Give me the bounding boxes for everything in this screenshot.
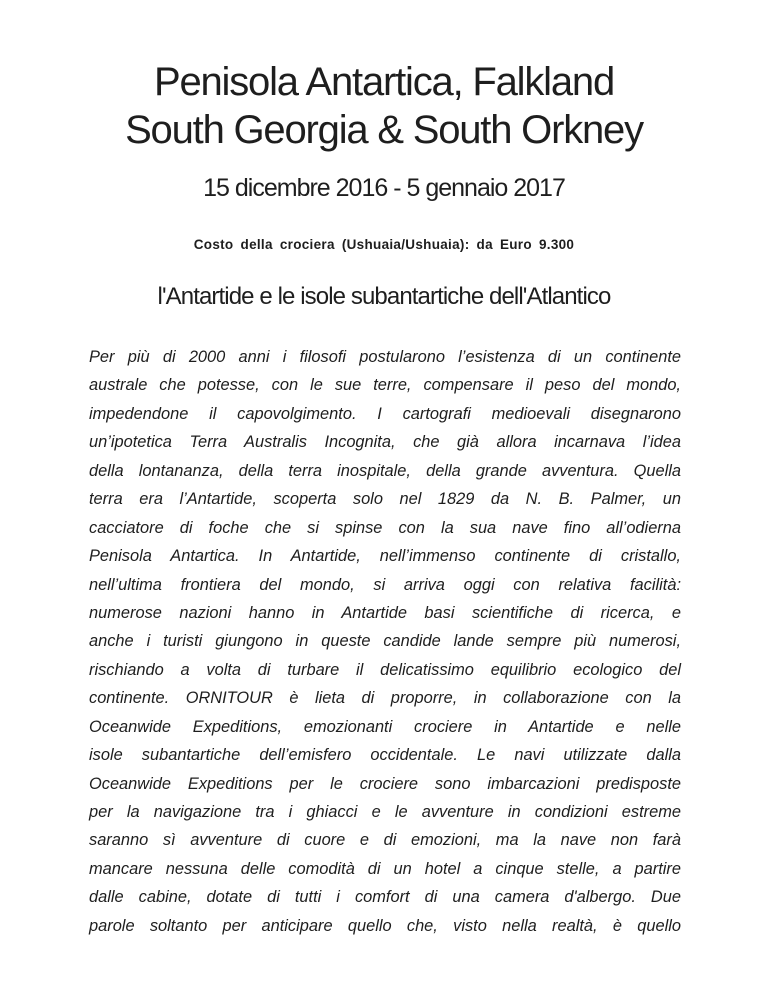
body-paragraph: [89, 343, 681, 940]
cruise-cost: Costo della crociera (Ushuaia/Ushuaia): da Euro 9.300: [193, 237, 575, 252]
page-title: [0, 58, 768, 154]
body-line: impedendone il capovolgimento. I cartografi medioevali disegnarono: [89, 404, 681, 423]
trip-dates: 15 dicembre 2016 - 5 gennaio 2017: [203, 174, 565, 202]
body-line: continente. ORNITOUR è lieta di proporre, in collaborazione con la: [89, 689, 681, 708]
body-line: parole soltanto per anticipare quello che, visto nella realtà, è quello: [89, 916, 681, 935]
title-line-2: South Georgia & South Orkney: [125, 108, 643, 152]
body-line: rischiando a volta di turbare il delicatissimo equilibrio ecologico del: [89, 660, 681, 679]
body-line: Oceanwide Expeditions per le crociere sono imbarcazioni predisposte: [89, 774, 681, 793]
body-line: numerose nazioni hanno in Antartide basi scientifiche di ricerca, e: [89, 603, 681, 622]
body-line: Penisola Antartica. In Antartide, nell’immenso continente di cristallo,: [89, 547, 681, 566]
body-line: della lontananza, della terra inospitale, della grande avventura. Quella: [89, 461, 681, 480]
body-line: isole subantartiche dell’emisfero occidentale. Le navi utilizzate dalla: [89, 746, 681, 765]
body-line: anche i turisti giungono in queste candide lande sempre più numerosi,: [89, 632, 681, 651]
body-line: terra era l’Antartide, scoperta solo nel 1829 da N. B. Palmer, un: [89, 490, 681, 509]
body-line: per la navigazione tra i ghiacci e le avventure in condizioni estreme: [89, 803, 681, 821]
title-line-1: Penisola Antartica, Falkland: [153, 60, 614, 104]
body-line: cacciatore di foche che si spinse con la sua nave fino all’odierna: [89, 518, 681, 537]
body-line: saranno sì avventure di cuore e di emozioni, ma la nave non farà: [89, 831, 681, 850]
body-line: mancare nessuna delle comodità di un hotel a cinque stelle, a partire: [89, 859, 681, 878]
body-line: Per più di 2000 anni i filosofi postularono l’esistenza di un continente: [89, 348, 681, 366]
body-line: nell’ultima frontiera del mondo, si arriva oggi con relativa facilità:: [89, 575, 681, 594]
body-line: dalle cabine, dotate di tutti i comfort di una camera d'albergo. Due: [89, 888, 681, 907]
body-line: Oceanwide Expeditions, emozionanti crociere in Antartide e nelle: [89, 717, 681, 736]
body-line: un’ipotetica Terra Australis Incognita, che già allora incarnava l’idea: [89, 433, 681, 452]
body-line: australe che potesse, con le sue terre, compensare il peso del mondo,: [89, 376, 681, 395]
section-subtitle: l'Antartide e le isole subantartiche dell'Atlantico: [157, 283, 611, 310]
